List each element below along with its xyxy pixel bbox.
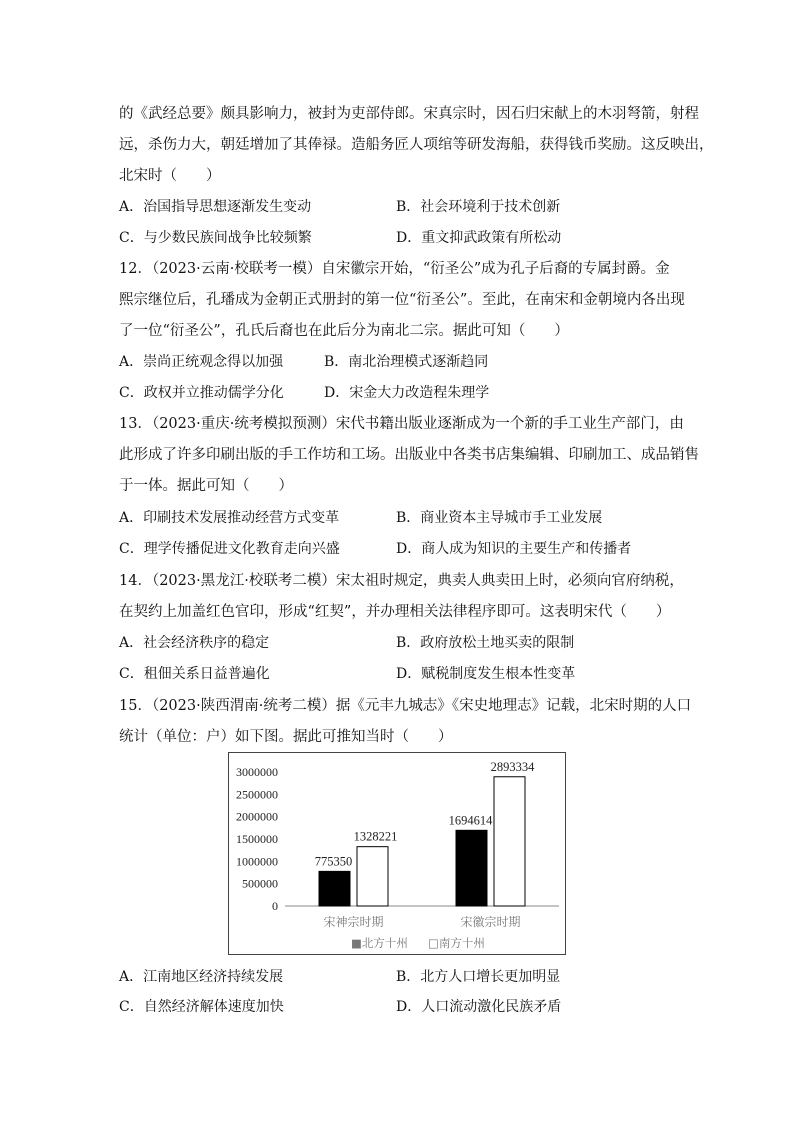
- x-category-label: 宋徽宗时期: [460, 915, 521, 929]
- q14-option-c[interactable]: C．租佃关系日益普遍化: [119, 666, 270, 682]
- data-label: 1694614: [448, 813, 493, 828]
- y-tick-label: 1000000: [236, 854, 278, 869]
- q13-text-line-1: 13．（2023·重庆·统考模拟预测）宋代书籍出版业逐渐成为一个新的手工业生产部门，由: [119, 416, 684, 432]
- q12-option-d[interactable]: D．宋金大力改造程朱理学: [324, 385, 490, 401]
- bar-south: [357, 847, 388, 906]
- legend-south: □南方十州: [428, 936, 485, 950]
- q14-text-line-2: 在契约上加盖红色官印，形成“红契”，并办理相关法律程序即可。这表明宋代（ ）: [119, 604, 671, 620]
- data-label: 1328221: [353, 829, 398, 844]
- x-category-label: 宋神宗时期: [323, 915, 384, 929]
- q11-text-line-1: 的《武经总要》颇具影响力，被封为吏部侍郎。宋真宗时，因石归宋献上的木羽弩箭，射程: [119, 106, 699, 122]
- q13-option-b[interactable]: B．商业资本主导城市手工业发展: [396, 510, 603, 526]
- q11-option-a[interactable]: A．治国指导思想逐渐发生变动: [119, 199, 312, 215]
- q11-option-d[interactable]: D．重文抑武政策有所松动: [396, 230, 562, 246]
- bar-north: [319, 871, 350, 906]
- bar-south: [494, 777, 525, 906]
- q13-text-line-2: 此形成了许多印刷出版的手工作坊和工场。出版业中各类书店集编辑、印刷加工、成品销售: [119, 447, 699, 463]
- q15-text-line-2: 统计（单位：户）如下图。据此可推知当时（ ）: [119, 729, 453, 745]
- y-tick-label: 0: [272, 899, 278, 913]
- y-tick-label: 3000000: [236, 765, 278, 779]
- q14-option-a[interactable]: A．社会经济秩序的稳定: [119, 635, 270, 651]
- q13-text-line-3: 于一体。据此可知（ ）: [119, 478, 293, 494]
- q11-option-c[interactable]: C．与少数民族间战争比较频繁: [119, 230, 312, 246]
- q11-option-b[interactable]: B．社会环境利于技术创新: [396, 199, 561, 215]
- q12-text-line-1: 12．（2023·云南·校联考一模）自宋徽宗开始，“衍圣公”成为孔子后裔的专属封爵。金: [119, 261, 670, 277]
- q15-option-d[interactable]: D．人口流动激化民族矛盾: [396, 999, 562, 1015]
- population-bar-chart: [228, 752, 566, 955]
- q12-option-a[interactable]: A．崇尚正统观念得以加强: [119, 354, 284, 370]
- q13-option-c[interactable]: C．理学传播促进文化教育走向兴盛: [119, 541, 340, 557]
- q13-option-a[interactable]: A．印刷技术发展推动经营方式变革: [119, 510, 340, 526]
- y-tick-label: 500000: [242, 876, 278, 891]
- data-label: 775350: [314, 854, 353, 869]
- q15-option-c[interactable]: C．自然经济解体速度加快: [119, 999, 284, 1015]
- y-tick-label: 1500000: [236, 832, 278, 846]
- q11-text-line-2: 远，杀伤力大，朝廷增加了其俸禄。造船务匠人项绾等研发海船，获得钱币奖励。这反映出，: [119, 137, 714, 153]
- legend-north: ■北方十州: [351, 936, 408, 950]
- chart-svg: [229, 753, 567, 956]
- q14-option-b[interactable]: B．政府放松土地买卖的限制: [396, 635, 575, 651]
- bar-north: [456, 830, 487, 906]
- y-tick-label: 2000000: [236, 809, 278, 824]
- q14-option-d[interactable]: D．赋税制度发生根本性变革: [396, 666, 576, 682]
- q12-text-line-2: 熙宗继位后，孔璠成为金朝正式册封的第一位“衍圣公”。至此，在南宋和金朝境内各出现: [119, 292, 685, 308]
- q13-option-d[interactable]: D．商人成为知识的主要生产和传播者: [396, 541, 632, 557]
- q15-text-line-1: 15．（2023·陕西渭南·统考二模）据《元丰九城志》《宋史地理志》记载，北宋时期的人口: [119, 698, 692, 714]
- q15-option-b[interactable]: B．北方人口增长更加明显: [396, 969, 561, 985]
- y-tick-label: 2500000: [236, 787, 278, 802]
- q11-text-line-3: 北宋时（ ）: [119, 168, 221, 184]
- data-label: 2893334: [490, 759, 535, 774]
- q12-option-b[interactable]: B．南北治理模式逐渐趋同: [324, 354, 489, 370]
- q14-text-line-1: 14．（2023·黑龙江·校联考二模）宋太祖时规定，典卖人典卖田上时，必须向官府纳税，: [119, 573, 684, 589]
- q12-text-line-3: 了一位“衍圣公”，孔氏后裔也在此后分为南北二宗。据此可知（ ）: [119, 323, 569, 339]
- q12-option-c[interactable]: C．政权并立推动儒学分化: [119, 385, 284, 401]
- q15-option-a[interactable]: A．江南地区经济持续发展: [119, 969, 284, 985]
